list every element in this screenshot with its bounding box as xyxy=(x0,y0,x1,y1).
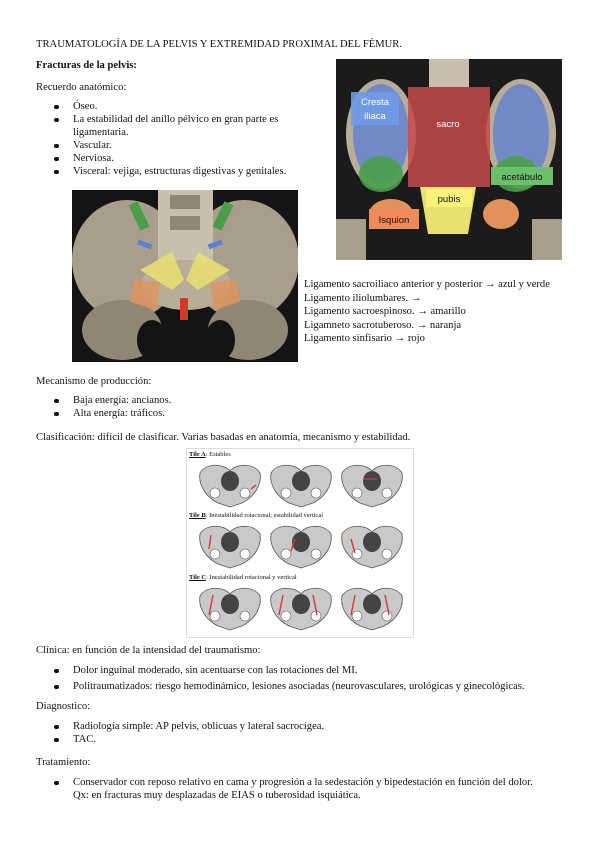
list-item: Conservador con reposo relativo en cama y progresión a la sedestación y bipedestación en función del dolor. xyxy=(36,776,581,789)
section-heading: Fracturas de la pelvis: xyxy=(36,60,137,71)
diagnostico-heading: Diagnostico: xyxy=(36,701,91,712)
tile-classification-figure xyxy=(186,448,414,638)
list-item: Politraumatizados: riesgo hemodinámico, lesiones asociadas (neurovasculares, urológicas y ginecológicas. xyxy=(36,680,576,693)
mechanism-list xyxy=(36,394,536,420)
list-item: Óseo. xyxy=(36,100,306,113)
tile-pelvis-drawings xyxy=(187,449,413,637)
anatomy-heading: Recuerdo anatómico: xyxy=(36,82,127,93)
ligament-line: Ligamento iliolumbares. → xyxy=(304,292,422,304)
tile-c-caption: Tile C: Inestabilidad rotacional y vertical xyxy=(189,574,297,581)
list-item-continuation: Qx: en fracturas muy desplazadas de EIAS o tuberosidad isquiática. xyxy=(73,790,361,801)
tratamiento-list xyxy=(36,776,581,802)
label-iliaca: iliaca xyxy=(364,111,386,122)
label-isquion: Isquion xyxy=(378,215,410,226)
mechanism-heading: Mecanismo de producción: xyxy=(36,376,152,387)
list-item: Dolor inguinal moderado, sin acentuarse con las rotaciones del MI. xyxy=(36,664,576,677)
list-item: Alta energía: tráficos. xyxy=(36,407,536,420)
list-item: Nerviosa. xyxy=(36,152,306,165)
ligament-line: Ligamneto sacrotuberoso. → naranja xyxy=(304,319,462,331)
label-cresta: Cresta xyxy=(361,97,389,108)
tratamiento-heading: Tratamiento: xyxy=(36,757,91,768)
list-item: Vascular. xyxy=(36,139,306,152)
pelvis-ligaments-image xyxy=(72,190,298,362)
list-item: Radiología simple: AP pelvis, oblicuas y lateral sacrocígea. xyxy=(36,720,576,733)
list-item: Visceral: vejiga, estructuras digestivas y genitales. xyxy=(36,165,306,178)
list-item: La estabilidad del anillo pélvico en gran parte es xyxy=(36,113,306,126)
list-item: Baja energía: ancianos. xyxy=(36,394,536,407)
clinica-list xyxy=(36,664,576,693)
clinica-heading: Clínica: en función de la intensidad del traumatismo: xyxy=(36,645,261,656)
label-pubis: pubis xyxy=(437,194,461,205)
classification-text: Clasificación: difícil de clasificar. Varias basadas en anatomía, mecanismo y estabilidad. xyxy=(36,432,411,443)
page-title: TRAUMATOLOGÍA DE LA PELVIS Y EXTREMIDAD PROXIMAL DEL FÉMUR. xyxy=(36,39,402,50)
ligament-line: Ligamento sacroespinoso. → amarillo xyxy=(304,306,466,317)
list-item: TAC. xyxy=(36,733,576,746)
tile-b-caption: Tile B: Inestabilidad rotacional; estabilidad vertical xyxy=(189,512,324,519)
ligament-line: Ligamento sinfisario → rojo xyxy=(304,333,425,344)
ligament-line: Ligamento sacroiliaco anterior y posterior → azul y verde xyxy=(304,279,550,290)
tile-a-caption: Tile A: Estables xyxy=(189,451,231,458)
pelvis-regions-image xyxy=(336,59,562,260)
list-item-continuation: ligamentaria. xyxy=(73,127,129,138)
anatomy-list xyxy=(36,100,306,178)
label-sacro: sacro xyxy=(436,119,460,130)
ligament-legend xyxy=(304,278,594,346)
label-acetabulo: acetábulo xyxy=(501,172,543,183)
diagnostico-list xyxy=(36,720,576,746)
